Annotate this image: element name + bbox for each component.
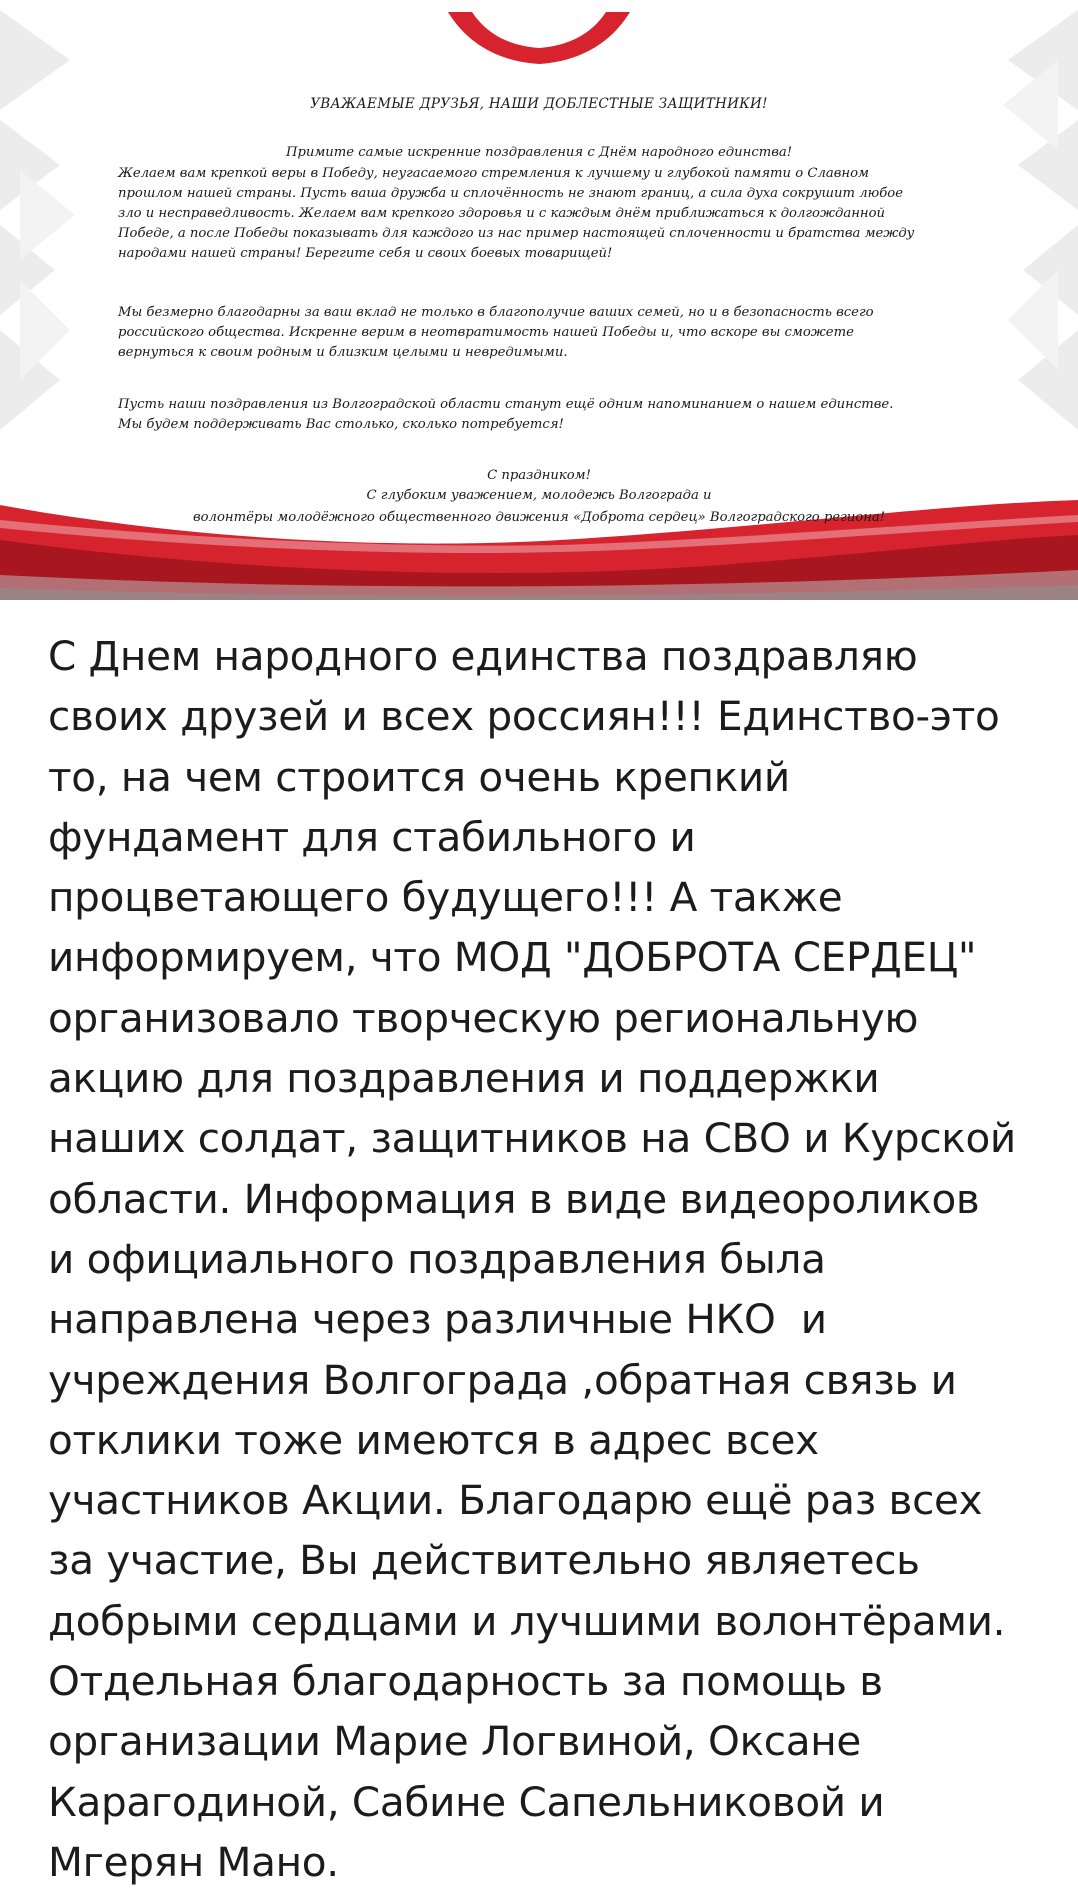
card-text xyxy=(0,0,1078,600)
post-text-line: за участие, Вы действительно являетесь xyxy=(48,1536,920,1585)
card-paragraph-line: Желаем вам крепкой веры в Победу, неугасаемого стремления к лучшему и глубокой памяти о Славном xyxy=(118,166,869,181)
card-paragraph-line: народами нашей страны! Берегите себя и своих боевых товарищей! xyxy=(118,246,613,261)
post-text-line: учреждения Волгограда ,обратная связь и xyxy=(48,1355,957,1404)
post-text-line: организовало творческую региональную xyxy=(48,993,919,1042)
card-paragraph-line: Мы будем поддерживать Вас столько, сколько потребуется! xyxy=(118,417,564,432)
card-paragraph-line: вернуться к своим родным и близким целыми и невредимыми. xyxy=(118,345,568,360)
card-signature-line: волонтёры молодёжного общественного движения «Доброта сердец» Волгоградского региона! xyxy=(192,510,886,525)
post-text-line: то, на чем строится очень крепкий xyxy=(48,752,790,801)
post-text-line: Мгерян Мано. xyxy=(48,1837,339,1886)
post-text-line: отклики тоже имеются в адрес всех xyxy=(48,1415,819,1464)
card-paragraph-line: Мы безмерно благодарны за ваш вклад не только в благополучие ваших семей, но и в безопасность всего xyxy=(118,305,874,320)
post-text-line: участников Акции. Благодарю ещё раз всех xyxy=(48,1476,983,1525)
card-paragraph-line: российского общества. Искренне верим в неотвратимость нашей Победы и, что вскоре вы сможете xyxy=(118,325,854,340)
post-text-line: добрыми сердцами и лучшими волонтёрами. xyxy=(48,1596,1006,1645)
post-text-line: акцию для поздравления и поддержки xyxy=(48,1054,880,1103)
post-text xyxy=(48,626,1048,1892)
card-intro: Примите самые искренние поздравления с Днём народного единства! xyxy=(285,145,793,160)
post-text-line: Отдельная благодарность за помощь в xyxy=(48,1657,883,1706)
post-text-line: Карагодиной, Сабине Сапельниковой и xyxy=(48,1777,885,1826)
card-heading: УВАЖАЕМЫЕ ДРУЗЬЯ, НАШИ ДОБЛЕСТНЫЕ ЗАЩИТНИКИ! xyxy=(310,96,768,112)
card-paragraph-line: зло и несправедливость. Желаем вам крепкого здоровья и с каждым днём приближаться к долгожданной xyxy=(118,206,886,221)
post-text-line: области. Информация в виде видеороликов xyxy=(48,1174,980,1223)
post-text-line: и официального поздравления была xyxy=(48,1234,826,1283)
post-text-line: направлена через различные НКО и xyxy=(48,1295,827,1344)
card-paragraph-line: Пусть наши поздравления из Волгоградской области станут ещё одним напоминанием о нашем единстве. xyxy=(118,397,894,412)
post-text-line: информируем, что МОД "ДОБРОТА СЕРДЕЦ" xyxy=(48,933,977,982)
post-text-line: организации Марие Логвиной, Оксане xyxy=(48,1717,862,1766)
post-text-line: наших солдат, защитников на СВО и Курской xyxy=(48,1114,1016,1163)
post-text-line: фундамент для стабильного и xyxy=(48,812,696,861)
post-text-line: своих друзей и всех россиян!!! Единство-это xyxy=(48,692,1000,741)
card-paragraph-line: Победе, а после Победы показывать для каждого из нас пример настоящей сплоченности и братства между xyxy=(118,226,915,241)
greeting-card-image xyxy=(0,0,1078,600)
card-closing: С праздником! xyxy=(487,468,591,483)
card-signature-line: С глубоким уважением, молодежь Волгограда и xyxy=(366,488,712,503)
post-text-line: процветающего будущего!!! А также xyxy=(48,873,843,922)
post-text-line: С Днем народного единства поздравляю xyxy=(48,632,918,680)
card-paragraph-line: прошлом нашей страны. Пусть ваша дружба и сплочённость не знают границ, а сила духа сокрушит любое xyxy=(118,186,904,201)
